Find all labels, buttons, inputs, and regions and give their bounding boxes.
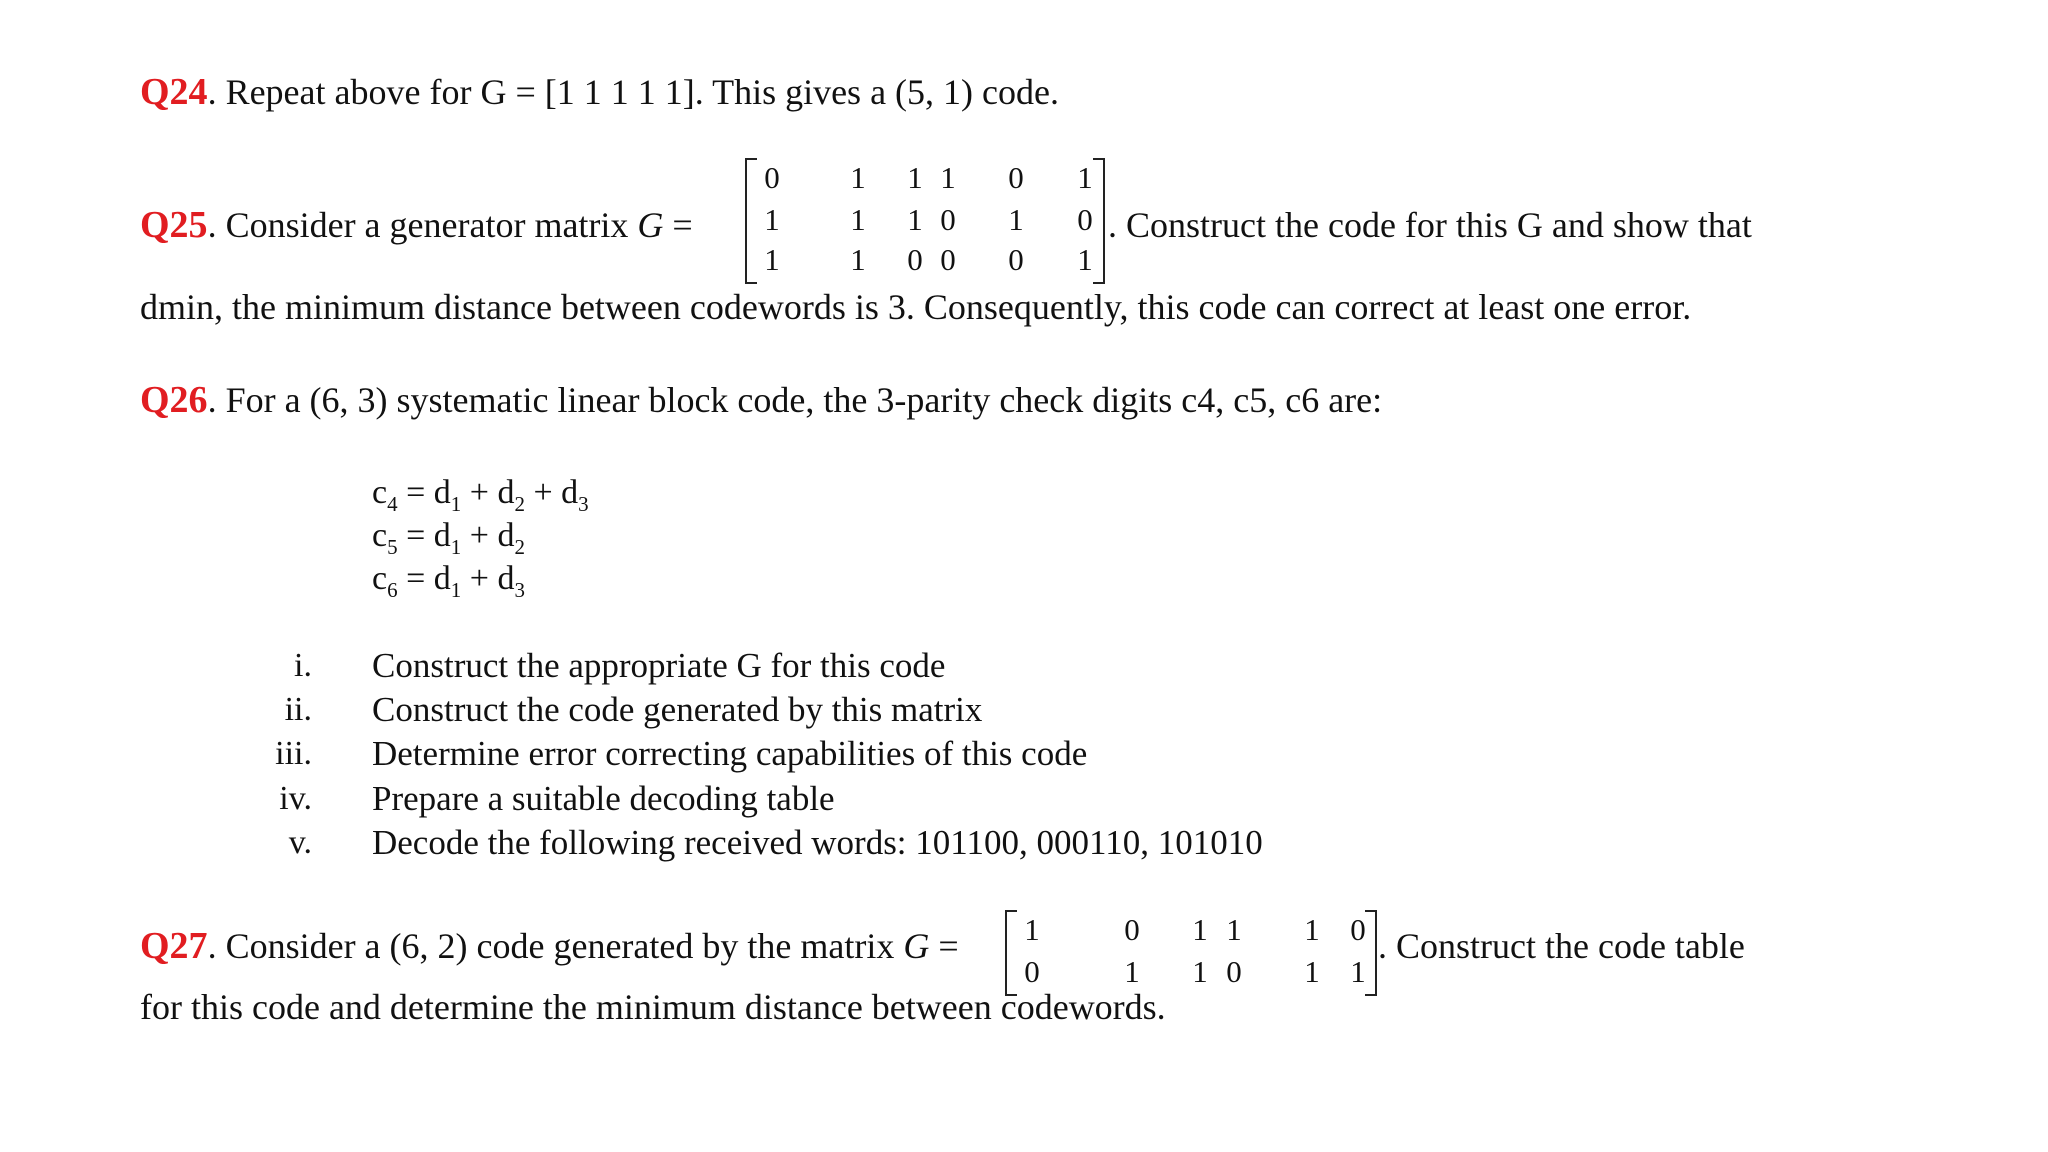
q25-line [140,203,693,247]
q25-cell-r3-c3: 0 [907,242,923,277]
q26-text: . For a (6, 3) systematic linear block code, the 3-parity check digits c4, c5, c6 are: [207,380,1383,420]
q27-cell-r1-c3: 1 [1192,912,1208,947]
q25-cell-r3-c1: 1 [764,242,780,277]
q25-generator-matrix [745,158,1105,284]
task-item-text: Determine error correcting capabilities of this code [372,734,1088,773]
q24-line [140,70,1059,114]
q25-cell-r2-c3: 1 [907,202,923,237]
q25-cell-r3-c5: 0 [1008,242,1024,277]
q27-cell-r1-c6: 0 [1350,912,1366,947]
q27-generator-matrix [1005,910,1377,996]
task-item-number: v. [288,824,312,861]
q25-cell-r1-c1: 0 [764,160,780,195]
q25-cell-r2-c2: 1 [850,202,866,237]
q26-number: Q26 [140,379,208,421]
q27-cell-r2-c1: 0 [1024,954,1040,989]
task-item-text: Construct the code generated by this matrix [372,690,983,729]
q24-text: . Repeat above for G = [1 1 1 1 1]. This gives a (5, 1) code. [207,72,1059,112]
q27-cell-r1-c4: 1 [1226,912,1242,947]
q27-cell-r2-c6: 1 [1350,954,1366,989]
parity-equation-c5: $c_5 = d_1 + d_2$ [372,517,525,559]
q25-cell-r3-c6: 1 [1077,242,1093,277]
q25-cell-r2-c1: 1 [764,202,780,237]
q27-cell-r1-c2: 0 [1124,912,1140,947]
q25-equals: = [663,205,693,245]
q25-number: Q25 [140,204,208,246]
q25-g-symbol: G [637,205,664,245]
parity-equation-c6: $c_6 = d_1 + d_3$ [372,560,525,602]
q27-text-after: . Construct the code table [1378,926,1745,966]
q27-line [140,924,959,968]
q25-cell-r2-c5: 1 [1008,202,1024,237]
q25-cell-r1-c2: 1 [850,160,866,195]
q27-cell-r2-c5: 1 [1304,954,1320,989]
task-item-number: iv. [279,780,312,817]
q25-cell-r1-c3: 1 [907,160,923,195]
q27-cell-r2-c3: 1 [1192,954,1208,989]
q27-continuation: for this code and determine the minimum distance between codewords. [140,987,1166,1027]
q27-equals: = [929,926,959,966]
parity-equation-c4: $c_4 = d_1 + d_2 + d_3$ [372,474,589,516]
q27-g-symbol: G [903,926,930,966]
q27-number: Q27 [140,925,208,967]
q25-cell-r3-c2: 1 [850,242,866,277]
q25-cell-r3-c4: 0 [940,242,956,277]
q24-number: Q24 [140,71,208,113]
task-item-number: iii. [275,735,312,772]
q25-continuation: dmin, the minimum distance between codewords is 3. Consequently, this code can correct at least one error. [140,287,1692,327]
q25-cell-r1-c6: 1 [1077,160,1093,195]
q25-cell-r2-c6: 0 [1077,202,1093,237]
q25-cell-r1-c4: 1 [940,160,956,195]
task-item-text: Prepare a suitable decoding table [372,779,835,818]
task-item-number: i. [294,647,312,684]
q25-cell-r2-c4: 0 [940,202,956,237]
task-item-text: Decode the following received words: 101100, 000110, 101010 [372,823,1263,862]
q25-cell-r1-c5: 0 [1008,160,1024,195]
q27-cell-r1-c1: 1 [1024,912,1040,947]
q25-text-before: . Consider a generator matrix [207,205,638,245]
q26-line [140,378,1382,422]
left-bracket [1005,910,1017,996]
q27-cell-r1-c5: 1 [1304,912,1320,947]
task-item-text: Construct the appropriate G for this code [372,646,946,685]
task-item-number: ii. [284,691,312,728]
q27-text-before: . Consider a (6, 2) code generated by the matrix [207,926,904,966]
q27-cell-r2-c2: 1 [1124,954,1140,989]
q25-text-after: . Construct the code for this G and show that [1108,205,1752,245]
left-bracket [745,158,757,284]
q27-cell-r2-c4: 0 [1226,954,1242,989]
